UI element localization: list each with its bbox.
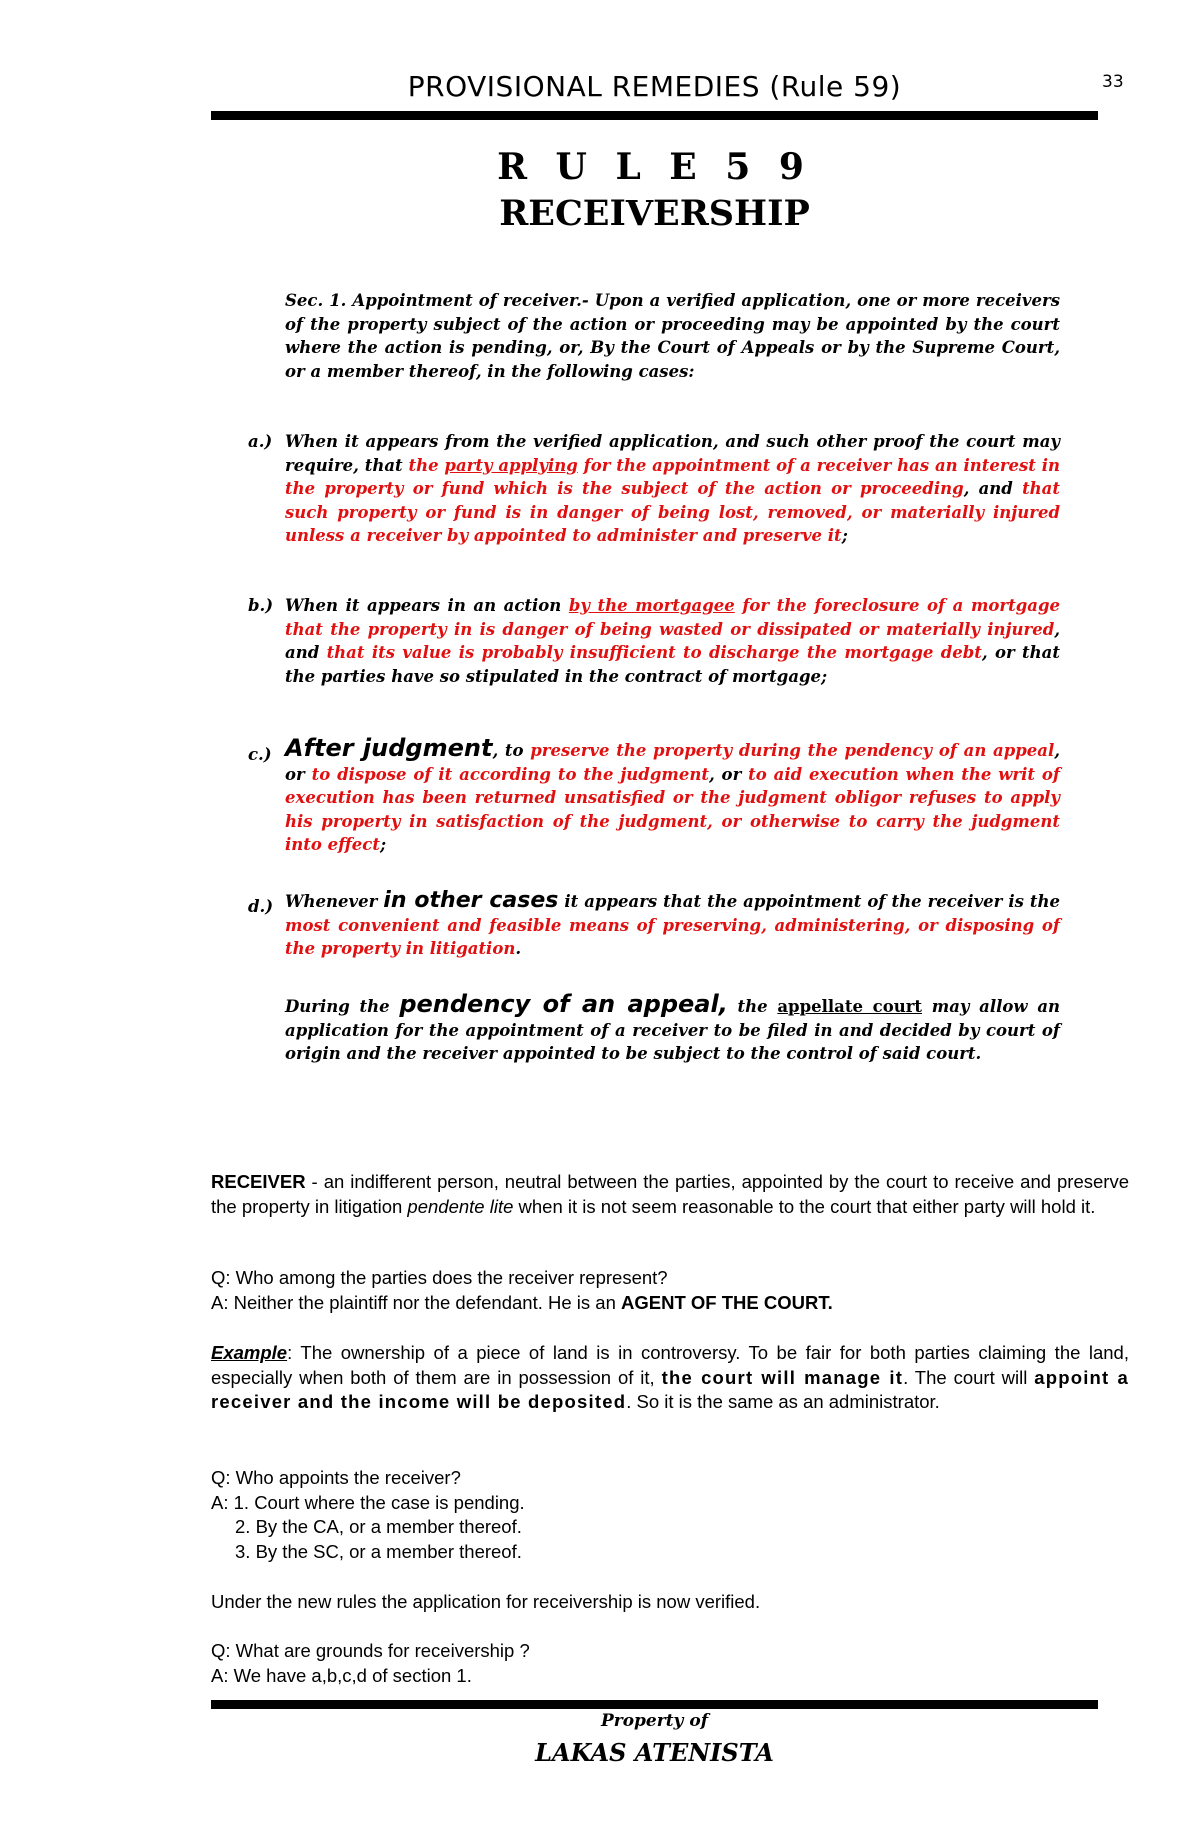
answer-emphasis: AGENT OF THE COURT.: [621, 1291, 833, 1313]
answer-text: [211, 1291, 1129, 1316]
example-text: : The ownership of a piece of land is in controversy. To be fair for both parties claiming the land, especially when both of them are in possession of it,: [211, 1342, 1129, 1388]
example-emphasis: appoint a receiver and the income will be deposited: [211, 1366, 1130, 1412]
example-label: Example: [211, 1342, 288, 1363]
answer-item: 2. By the CA, or a member thereof.: [235, 1516, 522, 1537]
answer-item: 3. By the SC, or a member thereof.: [235, 1540, 522, 1562]
case-c-label: c.): [248, 745, 272, 764]
case-c-text: ;: [379, 835, 387, 854]
section-1-label: Sec. 1. Appointment of receiver.-: [285, 291, 589, 310]
question-text: Q: Who among the parties does the receiver represent?: [211, 1267, 668, 1288]
answer-item: A: 1. Court where the case is pending.: [211, 1491, 525, 1513]
case-c-text: , or: [285, 741, 1060, 784]
answer-prefix: A: Neither the plaintiff nor the defendant. He is an: [211, 1291, 621, 1313]
example-text: . So it is the same as an administrator.: [626, 1391, 940, 1412]
case-c-text: , to: [492, 741, 531, 760]
case-b-text: , or that the parties have so stipulated in the contract of mortgage;: [285, 643, 1060, 686]
footer-rule: [211, 1700, 1098, 1709]
case-b-red-text: for the foreclosure of a mortgage that the property in is danger of being wasted or dissipated or materially injured: [285, 596, 1060, 639]
example-paragraph: [211, 1341, 1129, 1415]
appeal-text: the: [727, 997, 778, 1016]
case-a-label: a.): [248, 432, 273, 451]
case-d-text: .: [515, 939, 522, 958]
answer-text: A: We have a,b,c,d of section 1.: [211, 1664, 472, 1686]
appeal-paragraph: [285, 990, 1061, 1066]
footer-owner: LAKAS ATENISTA: [535, 1738, 774, 1767]
qa-represent: [211, 1266, 1129, 1315]
section-1-paragraph: [285, 289, 1060, 383]
appeal-text: During the: [285, 997, 400, 1016]
case-a-text: When it appears from the verified application, and such other proof the court may require, that: [285, 432, 1060, 475]
case-b-underlined-text: by the mortgagee: [568, 596, 735, 615]
running-header-title: PROVISIONAL REMEDIES (Rule 59): [407, 70, 902, 103]
verified-note: Under the new rules the application for receivership is now verified.: [211, 1591, 761, 1612]
case-c-text: , or: [708, 764, 749, 784]
case-a-text: ;: [841, 526, 848, 545]
question-text: Q: Who appoints the receiver?: [211, 1467, 461, 1488]
definition-term: RECEIVER: [211, 1171, 306, 1192]
case-b-text: , and: [285, 619, 1060, 662]
definition-latin-term: pendente lite: [407, 1195, 514, 1217]
qa-appoints: [211, 1466, 1129, 1564]
case-b-text: When it appears in an action: [285, 596, 569, 615]
definition-text: - an indifferent person, neutral between the parties, appointed by the court to receive and preserve the property in litigation: [211, 1171, 1129, 1217]
example-emphasis: the court will manage it: [661, 1366, 904, 1388]
case-b-red-text: that its value is probably insufficient to discharge the mortgage debt: [326, 643, 982, 662]
page-number: 33: [1102, 72, 1124, 92]
case-d-emphasis: in other cases: [383, 888, 559, 913]
example-text: . The court will: [903, 1366, 1035, 1388]
case-a-text: , and: [963, 479, 1023, 498]
case-a-underlined-text: party applying: [444, 455, 578, 475]
appellate-court-text: appellate court: [777, 997, 923, 1016]
rule-title: RECEIVERSHIP: [499, 193, 810, 234]
question-text: Q: What are grounds for receivership ?: [211, 1640, 530, 1661]
case-a: [248, 430, 1060, 548]
case-d-text: Whenever: [285, 892, 384, 911]
footer-property-of: Property of: [600, 1711, 709, 1731]
case-c-red-text: to aid execution when the writ of execution has been returned unsatisfied or the judgment obligor refuses to apply his property in satisfaction of the judgment, or otherwise to carry the judgment into effect: [285, 764, 1060, 854]
case-a-red-text: the: [408, 455, 445, 475]
header-rule: [211, 111, 1098, 120]
appeal-emphasis: pendency of an appeal,: [399, 990, 728, 1018]
case-a-red-text: for the appointment of a receiver has an interest in the property or fund which is the subject of the action or proceeding: [285, 455, 1060, 498]
definition-text: when it is not seem reasonable to the court that either party will hold it.: [513, 1195, 1096, 1217]
case-c: [248, 734, 1060, 857]
section-1-text: Upon a verified application, one or more receivers of the property subject of the action or proceeding may be appointed by the court where the action is pending, or, By the Court of Appeals or by the Supreme Court, or a member thereof, in the following cases:: [285, 291, 1060, 381]
case-b: [248, 594, 1060, 688]
case-d: [248, 888, 1061, 961]
case-a-red-text: that such property or fund is in danger of being lost, removed, or materially injured unless a receiver by appointed to administer and preserve it: [285, 479, 1060, 545]
rule-number: R U L E 5 9: [497, 146, 812, 188]
case-c-red-text: preserve the property during the pendency of an appeal: [530, 741, 1055, 760]
case-d-label: d.): [248, 897, 274, 916]
receiver-definition: [211, 1170, 1129, 1219]
qa-grounds: [211, 1639, 1129, 1688]
case-c-red-text: to dispose of it according to the judgment: [311, 764, 709, 784]
case-d-red-text: most convenient and feasible means of preserving, administering, or disposing of the property in litigation: [285, 915, 1060, 958]
appeal-text: may allow an application for the appointment of a receiver to be filed in and decided by court of origin and the receiver appointed to be subject to the control of said court.: [285, 997, 1061, 1063]
case-b-label: b.): [248, 596, 274, 615]
case-d-text: it appears that the appointment of the receiver is the: [558, 892, 1061, 911]
case-c-emphasis: After judgment: [285, 734, 493, 762]
